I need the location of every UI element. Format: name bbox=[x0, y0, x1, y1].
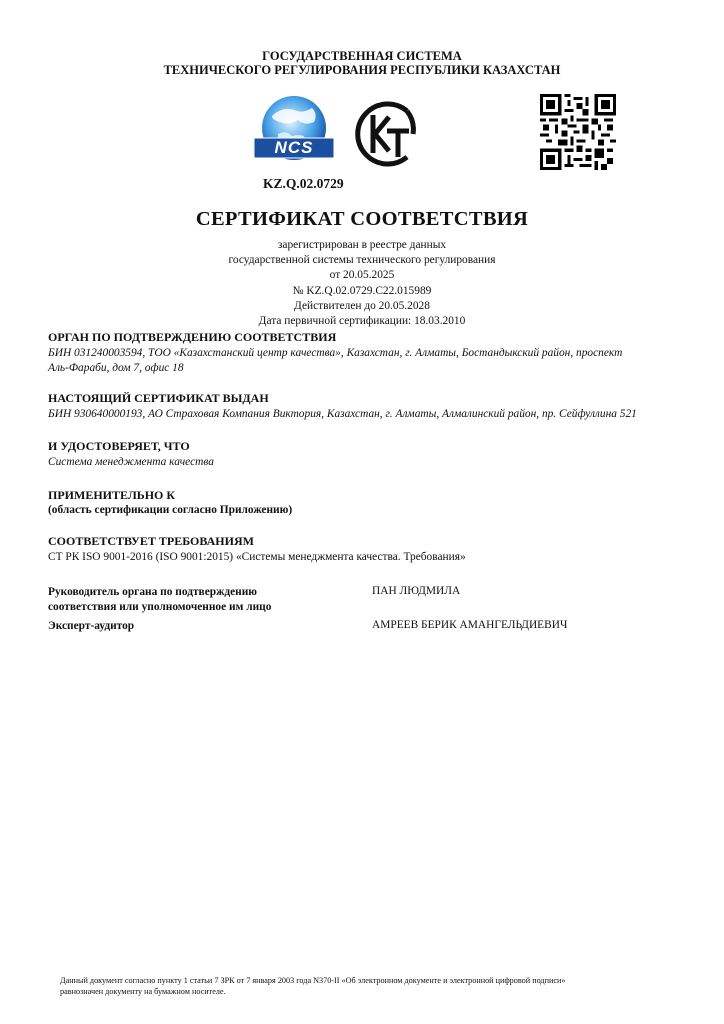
footer-line: равнозначен документу на бумажном носителе. bbox=[60, 987, 226, 996]
expert-auditor-label: Эксперт-аудитор bbox=[48, 620, 135, 632]
initial-certification-date: Дата первичной сертификации: 18.03.2010 bbox=[258, 315, 466, 328]
ncs-logo-text: NCS bbox=[274, 138, 314, 157]
applicable-subheading: (область сертификации согласно Приложению) bbox=[48, 504, 293, 516]
qr-code-icon bbox=[540, 94, 616, 170]
expert-auditor-name: АМРЕЕВ БЕРИК АМАНГЕЛЬДИЕВИЧ bbox=[372, 619, 568, 631]
valid-until: Действителен до 20.05.2028 bbox=[294, 299, 430, 312]
registration-block bbox=[0, 238, 724, 329]
head-of-body-name: ПАН ЛЮДМИЛА bbox=[372, 585, 461, 597]
page-title: СЕРТИФИКАТ СООТВЕТСТВИЯ bbox=[195, 208, 529, 230]
registration-date: от 20.05.2025 bbox=[329, 269, 395, 282]
issued-to-heading: НАСТОЯЩИЙ СЕРТИФИКАТ ВЫДАН bbox=[48, 391, 269, 405]
registration-line: государственной системы технического регулирования bbox=[228, 254, 496, 267]
head-of-body-label bbox=[48, 585, 328, 615]
issued-to-text: БИН 930640000193, АО Страховая Компания Виктория, Казахстан, г. Алматы, Алмалинский район, пр. Сейфуллина 521 bbox=[48, 408, 637, 420]
certifies-heading: И УДОСТОВЕРЯЕТ, ЧТО bbox=[48, 439, 190, 453]
certification-body-line: Аль-Фараби, дом 7, офис 18 bbox=[48, 362, 184, 374]
certification-body-line: БИН 031240003594, ТОО «Казахстанский центр качества», Казахстан, г. Алматы, Бостандыкский район, проспект bbox=[48, 347, 623, 359]
footer-note bbox=[60, 975, 680, 997]
registration-number: № KZ.Q.02.0729.C22.015989 bbox=[292, 284, 432, 297]
certificate-code: KZ.Q.02.0729 bbox=[263, 176, 344, 191]
certification-body-text bbox=[48, 346, 678, 376]
requirements-heading: СООТВЕТСТВУЕТ ТРЕБОВАНИЯМ bbox=[48, 534, 254, 548]
footer-line: Данный документ согласно пункту 1 статьи 7 ЗРК от 7 января 2003 года N370-II «Об электронном документе и электронной цифровой подписи» bbox=[60, 976, 566, 985]
head-of-body-label-line: Руководитель органа по подтверждению bbox=[48, 586, 258, 598]
kt-conformity-mark-icon bbox=[349, 97, 421, 171]
requirements-text: СТ РК ISO 9001-2016 (ISO 9001:2015) «Системы менеджмента качества. Требования» bbox=[48, 551, 466, 563]
header-line-2: ТЕХНИЧЕСКОГО РЕГУЛИРОВАНИЯ РЕСПУБЛИКИ КАЗАХСТАН bbox=[163, 63, 561, 77]
applicable-heading: ПРИМЕНИТЕЛЬНО К bbox=[48, 488, 176, 502]
certification-body-heading: ОРГАН ПО ПОДТВЕРЖДЕНИЮ СООТВЕТСТВИЯ bbox=[48, 330, 337, 344]
header-line-1: ГОСУДАРСТВЕННАЯ СИСТЕМА bbox=[262, 49, 462, 63]
certifies-text: Система менеджмента качества bbox=[48, 456, 214, 468]
registration-line: зарегистрирован в реестре данных bbox=[277, 239, 447, 251]
head-of-body-label-line: соответствия или уполномоченное им лицо bbox=[48, 601, 272, 613]
